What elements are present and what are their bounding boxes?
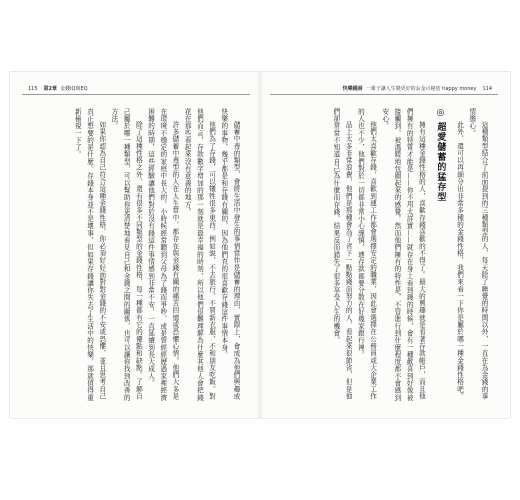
- body-paragraph: 品上太多非常浪費，他們是那種會為了省下一點點錢而努力的人，看起來很節省，但是他們卻常常不知道自己為什麼而存錢，結果反而錯失了很多享受人生的機會。: [331, 108, 353, 401]
- body-paragraph: 他們太喜歡存錢，喜歡到連工作都會選擇安定的職業，因此會選擇在公務員或大企業工作的人也不少，他們對於一切都非常小心謹慎，連存款都要分散在好幾家銀行裡。: [356, 108, 377, 401]
- body-paragraph: 這種類型結合了前面提到的三種類型的人，每天除了睡覺的時間以外，一直在為金錢的事情擔心。: [467, 108, 488, 401]
- right-page-body: [276, 108, 490, 404]
- book-gutter: [256, 72, 264, 418]
- right-page-header: [343, 86, 498, 92]
- left-page-header: [22, 86, 88, 92]
- right-page-number: 114: [482, 86, 492, 92]
- book-subtitle: 一輩子讓人生變更好的お金の秘密 happy money: [365, 86, 477, 92]
- body-paragraph: 此外，還可以再細分出非常多種的金錢性格，我們來看一下你是屬於哪一種金錢性格吧。: [455, 121, 464, 401]
- left-header-rule: [22, 94, 250, 95]
- body-paragraph: 除了這種性格之外，還有很多不同類型的金錢性格，每一種都有它的優點和缺點。了解自己屬於哪一種類型，可以幫助你更清楚地看見自己和金錢之間的關係，也可以讓你找到改善的方法。: [109, 108, 143, 402]
- left-page-number: 115: [28, 86, 38, 92]
- body-paragraph: 儲蓄中毒的類型，會將生活中發生的事情當作是儲蓄的理由，實際上，會成為他們興趣或快樂的事物，幾乎都是和存錢有關的，因為他們真的很喜歡存錢這件事情本身。: [219, 108, 240, 401]
- left-page-body: [36, 108, 242, 404]
- body-paragraph: 如果你認為自己符合這種金錢性格，你必須好好面對對金錢的不安或恐懼，並且思考自己真正想要的是什麼。存錢本身並不是壞事，但如果存錢讓你失去了生活中的快樂，那就值得重新檢視一下了。: [73, 108, 106, 402]
- section-heading: [434, 108, 446, 404]
- chapter-title: 金錢IQ與EQ: [60, 86, 88, 92]
- book-spread: [10, 72, 510, 418]
- body-paragraph: 他們為了存錢，可以犧牲很多東西。例如說，不去旅行、不買新衣服、不和朋友吃飯。對他們而言，存款數字增加的那一刻就是最幸福的時刻，所以他們很難理解為什麼其他人會把錢花在那些看起來沒有意義的地方。: [183, 108, 216, 402]
- book-title: 快樂錢商: [342, 86, 363, 92]
- body-paragraph: 擁有這種金錢性格的人，喜歡存錢喜歡的不得了。最大的興趣就是看著存款帳戶，而且他們擁有的特質才能是——你不用太詳實——就存在身上看到錢的時候，會有一種歡喜到好像被接觸到、被溫暖地包圍起來的感覺。然而他們擁有的特性是，不管進行到什麼程度都不會感到安心。: [380, 108, 426, 402]
- body-paragraph: 許多儲蓄中毒型的人在人生當中，都存在與金錢有關的痛苦回憶或恐懼心情。他們大多是在環境不穩定的家庭中長大的，小時候經常聽到父母為了錢而爭吵，或是曾經經歷過家裡經濟困難的時期，這些經驗讓他們對於沒有錢這件事情感到非常不安，一直延續到長大成人。: [146, 108, 179, 402]
- section-heading-text: 超愛儲蓄的猛存型: [435, 122, 446, 202]
- chapter-tag: 第2章: [43, 86, 58, 92]
- right-header-rule: [270, 94, 498, 95]
- section-mark-icon: ◎: [435, 108, 446, 119]
